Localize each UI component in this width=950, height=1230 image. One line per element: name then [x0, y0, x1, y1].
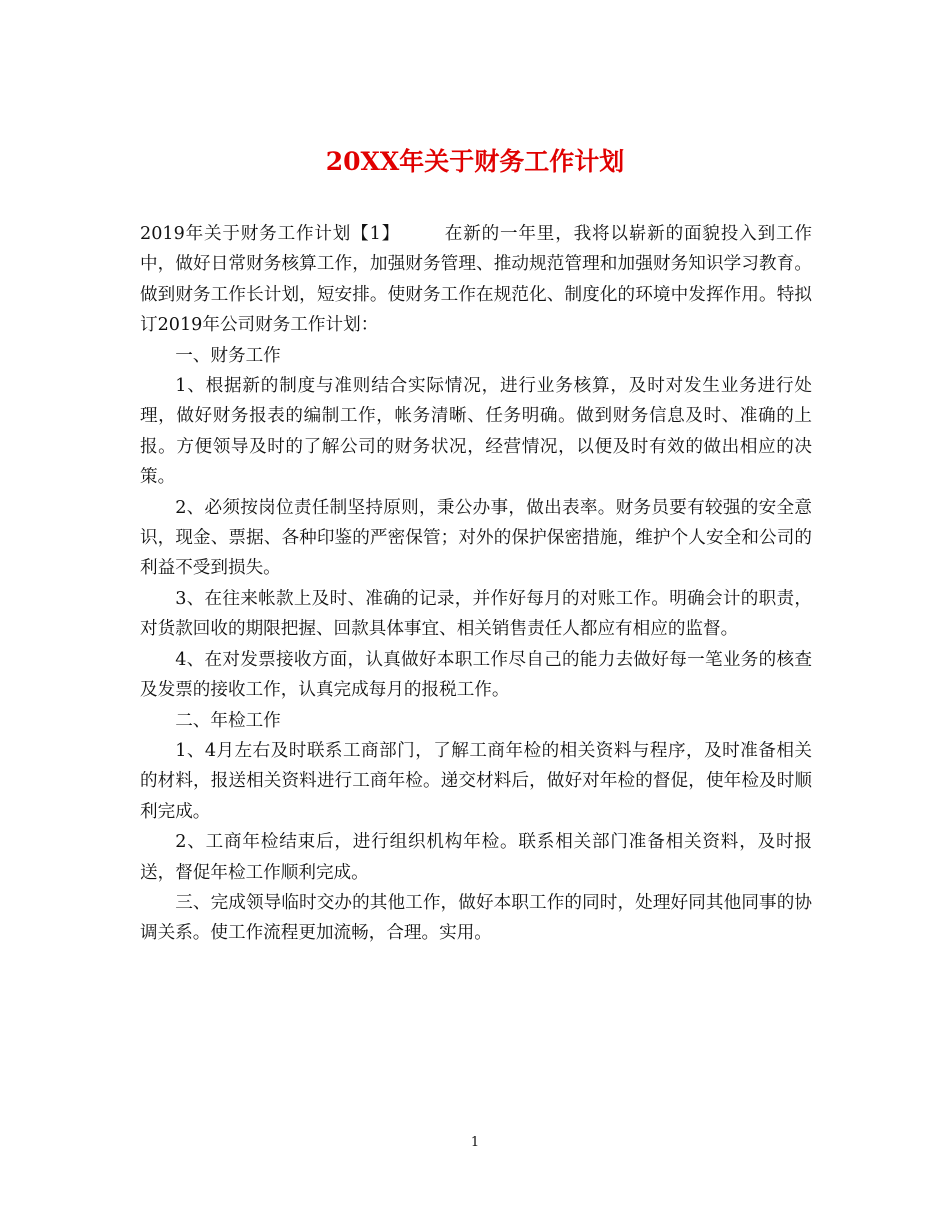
section-heading-finance: 一、财务工作 [175, 345, 281, 366]
page-number: 1 [470, 1135, 480, 1150]
paragraph-finance-4: 4、在对发票接收方面，认真做好本职工作尽自己的能力去做好每一笔业务的核查及发票的接收工作，认真完成每月的报税工作。 [140, 649, 812, 701]
paragraph-finance-2: 2、必须按岗位责任制坚持原则，秉公办事，做出表率。财务员要有较强的安全意识，现金、票据、各种印鉴的严密保管；对外的保护保密措施，维护个人安全和公司的利益不受到损失。 [140, 497, 812, 579]
paragraph-inspection-1: 1、4月左右及时联系工商部门，了解工商年检的相关资料与程序，及时准备相关的材料，报送相关资料进行工商年检。递交材料后，做好对年检的督促，使年检及时顺利完成。 [140, 740, 812, 822]
intro-paragraph [140, 219, 812, 341]
intro-text: 在新的一年里，我将以崭新的面貌投入到工作中，做好日常财务核算工作，加强财务管理、推动规范管理和加强财务知识学习教育。做到财务工作长计划，短安排。使财务工作在规范化、制度化的环境中发挥作用。特拟订2019年公司财务工作计划： [140, 224, 812, 336]
paragraph-finance-1: 1、根据新的制度与准则结合实际情况，进行业务核算，及时对发生业务进行处理，做好财务报表的编制工作，帐务清晰、任务明确。做到财务信息及时、准确的上报。方便领导及时的了解公司的财务状况，经营情况，以便及时有效的做出相应的决策。 [140, 376, 812, 488]
intro-heading: 2019年关于财务工作计划【1】 [140, 224, 400, 244]
paragraph-finance-3: 3、在往来帐款上及时、准确的记录，并作好每月的对账工作。明确会计的职责，对货款回收的期限把握、回款具体事宜、相关销售责任人都应有相应的监督。 [140, 588, 812, 640]
document-body [140, 219, 812, 949]
document-title: 20XX年关于财务工作计划 [325, 147, 625, 176]
section-heading-annual-inspection: 二、年检工作 [175, 710, 281, 731]
paragraph-inspection-2: 2、工商年检结束后，进行组织机构年检。联系相关部门准备相关资料，及时报送，督促年检工作顺利完成。 [140, 832, 812, 883]
section-other-work: 三、完成领导临时交办的其他工作，做好本职工作的同时，处理好同其他同事的协调关系。使工作流程更加流畅，合理。实用。 [140, 892, 812, 944]
